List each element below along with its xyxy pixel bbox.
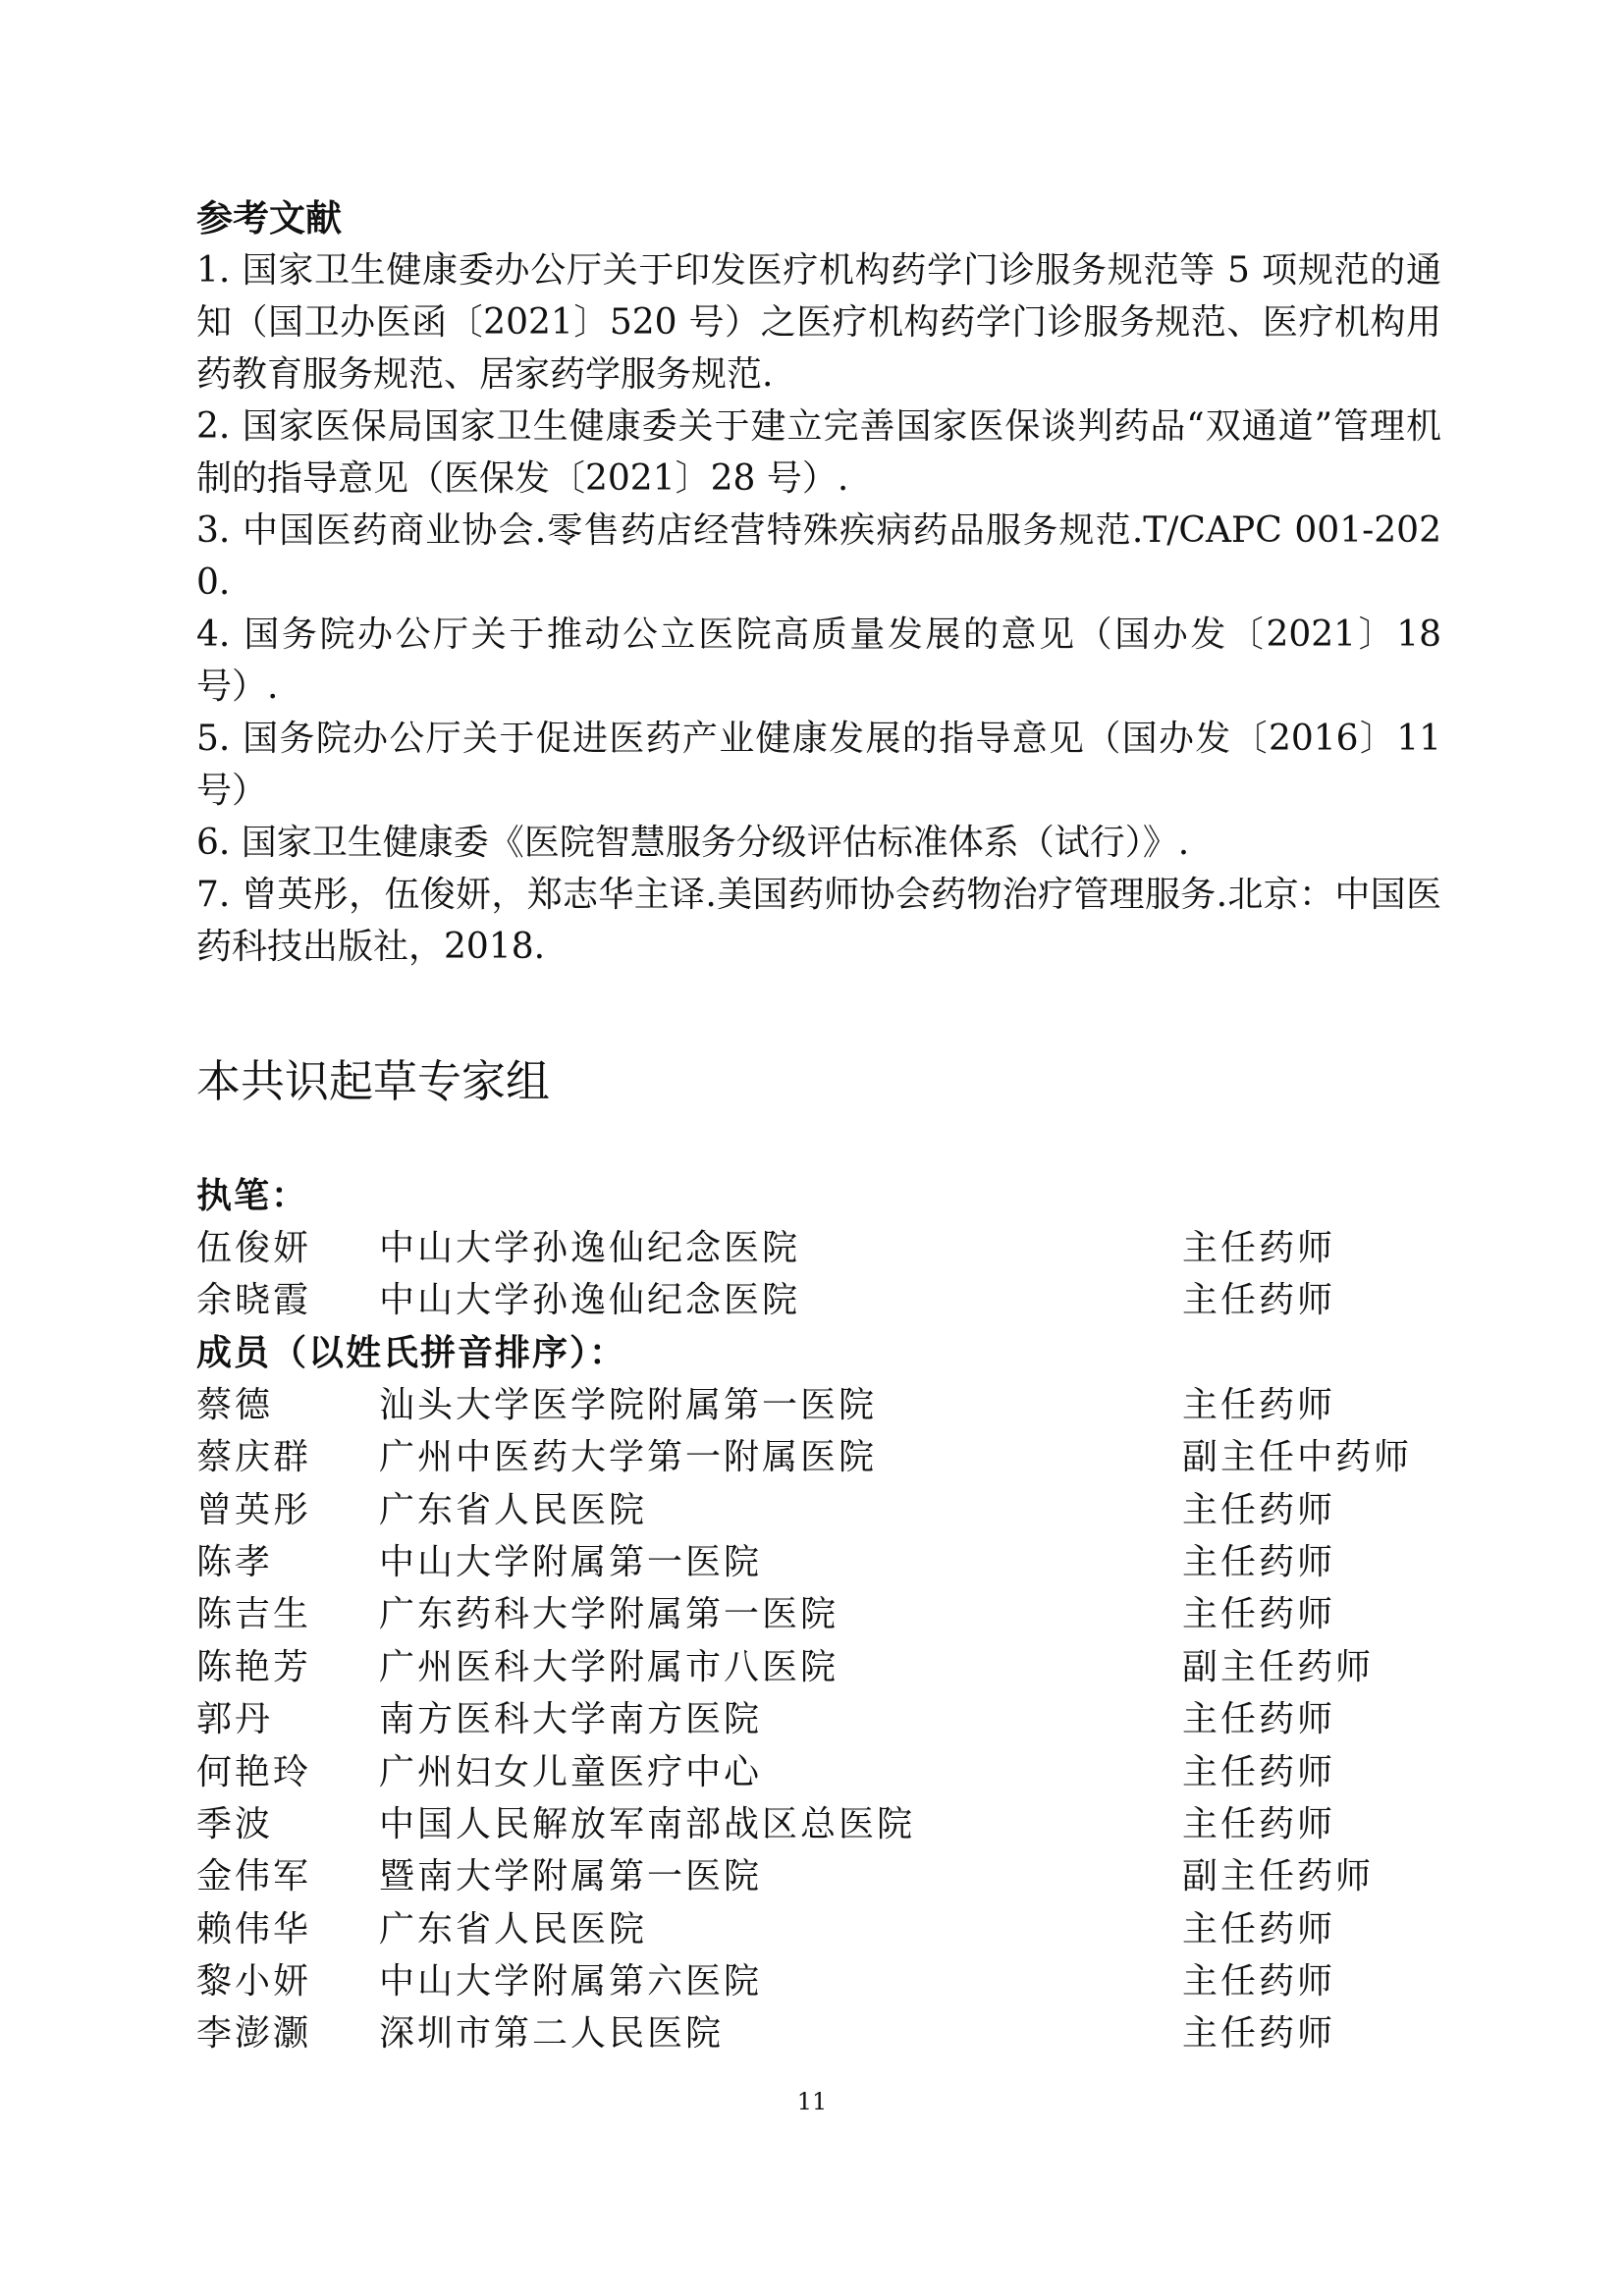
- member-name: 伍俊妍: [196, 1228, 312, 1268]
- member-row: [196, 1536, 1473, 1588]
- member-name: 陈吉生: [196, 1594, 312, 1635]
- member-institution: 中山大学附属第一医院: [379, 1541, 763, 1582]
- member-position: 主任药师: [1182, 1489, 1336, 1530]
- writer-row: [196, 1222, 1473, 1274]
- member-position: 主任药师: [1182, 1961, 1336, 2002]
- member-name: 陈艳芳: [196, 1646, 312, 1687]
- member-position: 副主任药师: [1182, 1856, 1375, 1897]
- member-name: 金伟军: [196, 1856, 312, 1897]
- expert-group-title: 本共识起草专家组: [196, 1055, 551, 1107]
- member-institution: 广州中医药大学第一附属医院: [379, 1437, 878, 1478]
- member-institution: 中山大学孙逸仙纪念医院: [379, 1280, 801, 1321]
- member-institution: 中山大学附属第六医院: [379, 1961, 763, 2002]
- member-institution: 广东省人民医院: [379, 1908, 648, 1949]
- member-institution: 汕头大学医学院附属第一医院: [379, 1384, 878, 1425]
- member-institution: 中国人民解放军南部战区总医院: [379, 1803, 916, 1844]
- member-institution: 中山大学孙逸仙纪念医院: [379, 1228, 801, 1268]
- member-row: [196, 1693, 1473, 1745]
- reference-item-2: 2. 国家医保局国家卫生健康委关于建立完善国家医保谈判药品“双通道”管理机制的指导意见（医保发〔2021〕28 号）.: [196, 406, 1441, 499]
- member-institution: 广州妇女儿童医疗中心: [379, 1751, 763, 1792]
- member-position: 主任药师: [1182, 1803, 1336, 1844]
- member-position: 主任药师: [1182, 2013, 1336, 2055]
- member-institution: 暨南大学附属第一医院: [379, 1856, 763, 1897]
- member-name: 黎小妍: [196, 1961, 312, 2002]
- member-name: 何艳玲: [196, 1751, 312, 1792]
- member-row: [196, 1903, 1473, 1955]
- expert-group-list: [196, 1170, 1473, 2060]
- member-row: [196, 1588, 1473, 1640]
- member-position: 主任药师: [1182, 1541, 1336, 1582]
- member-position: 主任药师: [1182, 1751, 1336, 1792]
- reference-item-7: 7. 曾英彤，伍俊妍，郑志华主译.美国药师协会药物治疗管理服务.北京：中国医药科技出版社，2018.: [196, 875, 1441, 967]
- member-name: 季波: [196, 1803, 274, 1844]
- member-name: 蔡庆群: [196, 1437, 312, 1478]
- members-label: 成员（以姓氏拼音排序）：: [196, 1332, 627, 1373]
- references-section: [196, 192, 1441, 973]
- member-position: 主任药师: [1182, 1594, 1336, 1635]
- member-institution: 广东省人民医院: [379, 1489, 648, 1530]
- member-position: 主任药师: [1182, 1280, 1336, 1321]
- member-row: [196, 1484, 1473, 1536]
- member-name: 余晓霞: [196, 1280, 312, 1321]
- reference-item-1: 1. 国家卫生健康委办公厅关于印发医疗机构药学门诊服务规范等 5 项规范的通知（国卫办医函〔2021〕520 号）之医疗机构药学门诊服务规范、医疗机构用药教育服务规范、居家药学服务规范.: [196, 250, 1441, 395]
- writers-label: 执笔：: [196, 1176, 309, 1216]
- member-institution: 广州医科大学附属市八医院: [379, 1646, 839, 1687]
- member-name: 郭丹: [196, 1699, 274, 1740]
- member-position: 主任药师: [1182, 1699, 1336, 1740]
- member-row: [196, 1746, 1473, 1798]
- member-row: [196, 2007, 1473, 2059]
- reference-item-4: 4. 国务院办公厅关于推动公立医院高质量发展的意见（国办发〔2021〕18 号）.: [196, 614, 1441, 707]
- page-number: 11: [796, 2088, 828, 2115]
- member-position: 副主任中药师: [1182, 1437, 1413, 1478]
- member-name: 曾英彤: [196, 1489, 312, 1530]
- reference-item-6: 6. 国家卫生健康委《医院智慧服务分级评估标准体系（试行）》.: [196, 823, 1190, 863]
- reference-item-5: 5. 国务院办公厅关于促进医药产业健康发展的指导意见（国办发〔2016〕11 号）: [196, 719, 1441, 811]
- references-title: 参考文献: [196, 197, 342, 240]
- member-name: 赖伟华: [196, 1908, 312, 1949]
- member-row: [196, 1431, 1473, 1483]
- member-name: 李澎灏: [196, 2013, 312, 2055]
- member-position: 主任药师: [1182, 1384, 1336, 1425]
- member-row: [196, 1641, 1473, 1693]
- member-institution: 广东药科大学附属第一医院: [379, 1594, 839, 1635]
- member-position: 主任药师: [1182, 1908, 1336, 1949]
- reference-item-3: 3. 中国医药商业协会.零售药店经营特殊疾病药品服务规范.T/CAPC 001-2020.: [196, 510, 1441, 603]
- writer-row: [196, 1274, 1473, 1326]
- member-institution: 深圳市第二人民医院: [379, 2013, 725, 2055]
- member-name: 陈孝: [196, 1541, 274, 1582]
- member-row: [196, 1850, 1473, 1902]
- member-position: 主任药师: [1182, 1228, 1336, 1268]
- member-row: [196, 1955, 1473, 2007]
- member-name: 蔡德: [196, 1384, 274, 1425]
- member-row: [196, 1798, 1473, 1850]
- member-row: [196, 1379, 1473, 1431]
- member-position: 副主任药师: [1182, 1646, 1375, 1687]
- member-institution: 南方医科大学南方医院: [379, 1699, 763, 1740]
